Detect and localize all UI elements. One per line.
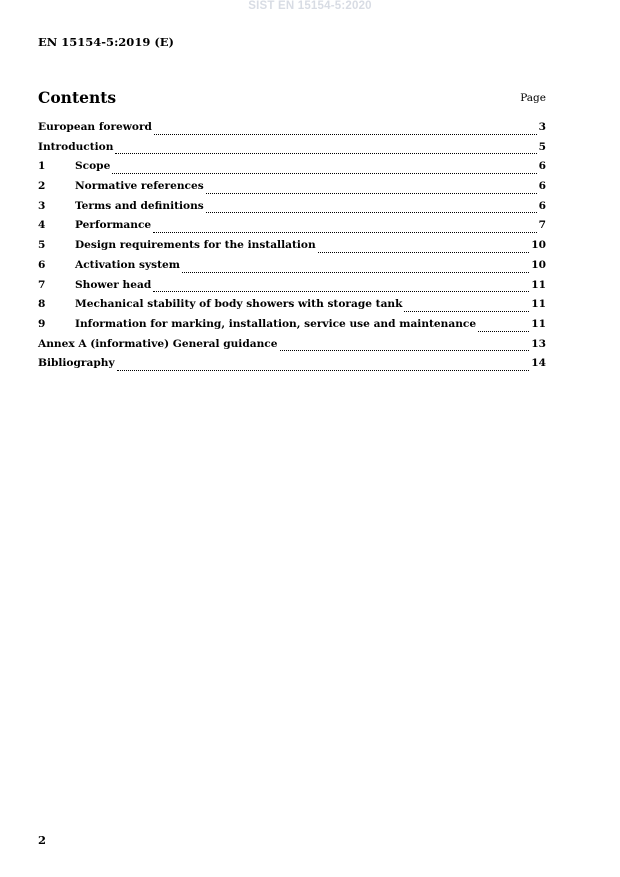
toc-entry-introduction[interactable] <box>38 141 546 161</box>
dot-leader <box>115 152 536 154</box>
toc-entry-shower-head[interactable] <box>38 279 546 299</box>
toc-entry-design-requirements[interactable] <box>38 239 546 259</box>
toc-entry-title: Activation system <box>75 258 180 271</box>
page-column-label: Page <box>520 92 546 104</box>
toc-entry-terms-and-definitions[interactable] <box>38 200 546 220</box>
toc-entry-page: 13 <box>531 337 546 350</box>
toc-entry-number: 5 <box>38 239 46 252</box>
toc-entry-title: Introduction <box>38 140 114 153</box>
toc-entry-title: European foreword <box>38 121 152 133</box>
dot-leader <box>153 290 529 292</box>
toc-entry-page: 6 <box>538 180 546 193</box>
toc-entry-title: Information for marking, installation, service use and maintenance <box>75 317 477 330</box>
dot-leader <box>404 310 529 312</box>
dot-leader <box>206 192 537 194</box>
toc-entry-number: 6 <box>38 258 46 271</box>
watermark: SIST EN 15154-5:2020 <box>248 0 372 12</box>
toc-entry-annex-a[interactable] <box>38 338 546 358</box>
toc-entry-page: 6 <box>538 199 546 212</box>
toc-entry-page: 10 <box>531 258 546 271</box>
footer-page-number: 2 <box>38 833 47 847</box>
toc-entry-title: Terms and definitions <box>75 199 204 212</box>
document-id: EN 15154-5:2019 (E) <box>38 35 174 49</box>
toc-entry-title: Mechanical stability of body showers with storage tank <box>75 298 403 311</box>
dot-leader <box>117 369 530 371</box>
toc-entry-number: 8 <box>38 298 46 311</box>
toc-entry-number: 4 <box>38 219 46 232</box>
toc-entry-page: 3 <box>538 121 546 133</box>
toc-entry-page: 11 <box>531 278 546 291</box>
dot-leader <box>318 251 530 253</box>
toc-entry-performance[interactable] <box>38 219 546 239</box>
dot-leader <box>154 133 537 135</box>
toc-entry-bibliography[interactable] <box>38 357 546 377</box>
dot-leader <box>182 271 529 273</box>
dot-leader <box>478 330 529 332</box>
toc-entry-page: 11 <box>531 317 546 330</box>
toc-entry-activation-system[interactable] <box>38 259 546 279</box>
toc-entry-information-for-marking[interactable] <box>38 318 546 338</box>
contents-heading: Contents <box>38 88 117 107</box>
toc-entry-title: Annex A (informative) General guidance <box>38 337 278 350</box>
toc-entry-title: Performance <box>75 219 152 232</box>
toc-entry-title: Scope <box>75 160 111 173</box>
toc-entry-number: 2 <box>38 180 46 193</box>
toc-entry-scope[interactable] <box>38 160 546 180</box>
toc-entry-page: 5 <box>538 140 546 153</box>
toc-entry-number: 1 <box>38 160 46 173</box>
toc-entry-page: 7 <box>538 219 546 232</box>
toc-entry-title: Bibliography <box>38 357 115 370</box>
toc-entry-mechanical-stability[interactable] <box>38 298 546 318</box>
toc-entry-page: 10 <box>531 239 546 252</box>
toc-entry-european-foreword[interactable] <box>38 121 546 141</box>
toc-entry-title: Normative references <box>75 180 204 193</box>
toc-entry-page: 6 <box>538 160 546 173</box>
table-of-contents <box>38 121 546 377</box>
toc-entry-number: 9 <box>38 317 46 330</box>
dot-leader <box>280 349 530 351</box>
toc-entry-page: 14 <box>531 357 546 370</box>
dot-leader <box>206 211 537 213</box>
toc-entry-number: 7 <box>38 278 46 291</box>
dot-leader <box>112 172 536 174</box>
toc-entry-number: 3 <box>38 199 46 212</box>
toc-entry-title: Design requirements for the installation <box>75 239 316 252</box>
toc-entry-title: Shower head <box>75 278 152 291</box>
toc-entry-normative-references[interactable] <box>38 180 546 200</box>
dot-leader <box>153 231 536 233</box>
toc-entry-page: 11 <box>531 298 546 311</box>
